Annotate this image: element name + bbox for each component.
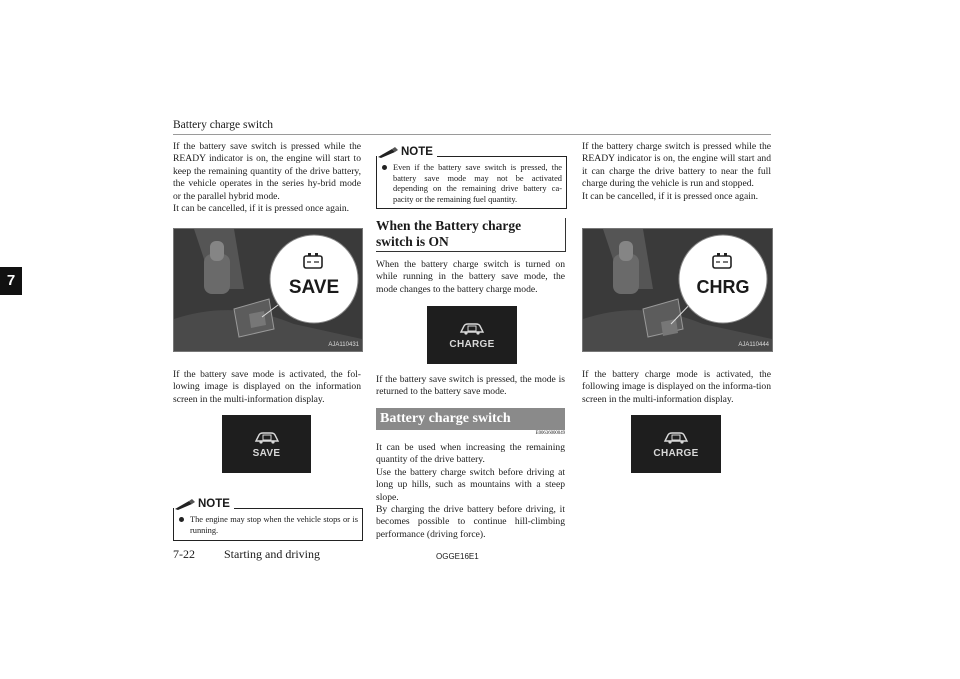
col3-paragraph-2: If the battery charge mode is activated, the following image is displayed on the informa-tion screen in the multi-information display. bbox=[582, 369, 771, 405]
document-code: OGGE16E1 bbox=[436, 552, 479, 561]
section-code: E00636000049 bbox=[535, 431, 565, 436]
save-switch-label: SAVE bbox=[288, 277, 340, 298]
running-header: Battery charge switch bbox=[173, 119, 274, 131]
note-pen-icon bbox=[174, 498, 196, 510]
note-heading bbox=[377, 146, 437, 158]
note-item-text: Even if the battery save switch is pressed, the battery save mode may not be activated depending on the remaining drive battery ca-pacity or the remaining fuel quantity. bbox=[393, 163, 562, 204]
save-display-label: SAVE bbox=[252, 448, 281, 459]
col2-body bbox=[376, 442, 565, 541]
save-switch-figure bbox=[173, 228, 363, 352]
charge-mode-display bbox=[427, 306, 517, 364]
car-battery-icon bbox=[459, 320, 485, 336]
chapter-name: Starting and driving bbox=[224, 547, 320, 561]
note-item-text: The engine may stop when the vehicle stops or is running. bbox=[190, 515, 358, 535]
col3-paragraph-1b: It can be cancelled, if it is pressed once again. bbox=[582, 190, 759, 202]
bullet-icon bbox=[179, 517, 184, 522]
col2-intro bbox=[376, 259, 565, 296]
note-pen-icon bbox=[377, 146, 399, 158]
charge-mode-display bbox=[631, 415, 721, 473]
note-box-save-mode bbox=[376, 146, 567, 209]
note-box-engine bbox=[173, 498, 363, 541]
chapter-tab-number: 7 bbox=[6, 272, 16, 289]
col1-paragraph-1b: It can be cancelled, if it is pressed once again. bbox=[173, 203, 350, 215]
col2-paragraph-1: When the battery charge switch is turned on while running in the battery save mode, the mode changes to the battery charge mode. bbox=[376, 259, 565, 295]
col2-paragraph-3: It can be used when increasing the remaining quantity of the drive battery. bbox=[376, 442, 565, 466]
col1-intro bbox=[173, 141, 361, 215]
figure-code: AJA110431 bbox=[328, 342, 359, 348]
col3-intro bbox=[582, 141, 771, 203]
charge-switch-label: CHRG bbox=[696, 277, 750, 297]
col1-paragraph-2: If the battery save mode is activated, the fol-lowing image is displayed on the information screen in the multi-information display. bbox=[173, 369, 361, 405]
car-battery-icon bbox=[254, 429, 280, 445]
heading-line-1: When the Battery charge bbox=[376, 218, 522, 233]
note-item bbox=[176, 515, 358, 536]
figure-code: AJA110444 bbox=[738, 342, 769, 348]
charge-display-label: CHARGE bbox=[449, 339, 495, 350]
col2-paragraph-4: Use the battery charge switch before driving at long up hills, such as mountains with a steep slope. bbox=[376, 466, 565, 503]
col3-paragraph-1: If the battery charge switch is pressed while the READY indicator is on, the engine will start and it can charge the drive battery to near the full charge during the vehicle is run and stopped. bbox=[582, 141, 771, 190]
col1-display-text bbox=[173, 369, 361, 406]
car-battery-icon bbox=[663, 429, 689, 445]
note-item bbox=[379, 163, 562, 205]
heading-line-2: switch is ON bbox=[376, 234, 449, 249]
note-title: NOTE bbox=[401, 146, 433, 158]
note-heading bbox=[174, 498, 234, 510]
save-mode-display bbox=[222, 415, 311, 473]
col2-return-text bbox=[376, 374, 565, 399]
col3-display-text bbox=[582, 369, 771, 406]
subsection-heading bbox=[376, 218, 566, 252]
col1-paragraph-1: If the battery save switch is pressed while the READY indicator is on, the engine will start to keep the remaining quantity of the drive battery, the vehicle operates in the series hy-brid mode or the parallel hybrid mode. bbox=[173, 141, 361, 202]
charge-display-label: CHARGE bbox=[653, 448, 699, 459]
page-number: 7-22 bbox=[173, 547, 195, 561]
note-title: NOTE bbox=[198, 498, 230, 510]
section-title-band: Battery charge switch bbox=[376, 408, 565, 430]
bullet-icon bbox=[382, 165, 387, 170]
col2-paragraph-2: If the battery save switch is pressed, the mode is returned to the battery save mode. bbox=[376, 374, 565, 398]
col2-paragraph-5: By charging the drive battery before driving, it becomes possible to continue hill-climbing performance (driving force). bbox=[376, 504, 565, 540]
charge-switch-figure bbox=[582, 228, 773, 352]
header-rule bbox=[173, 134, 771, 135]
